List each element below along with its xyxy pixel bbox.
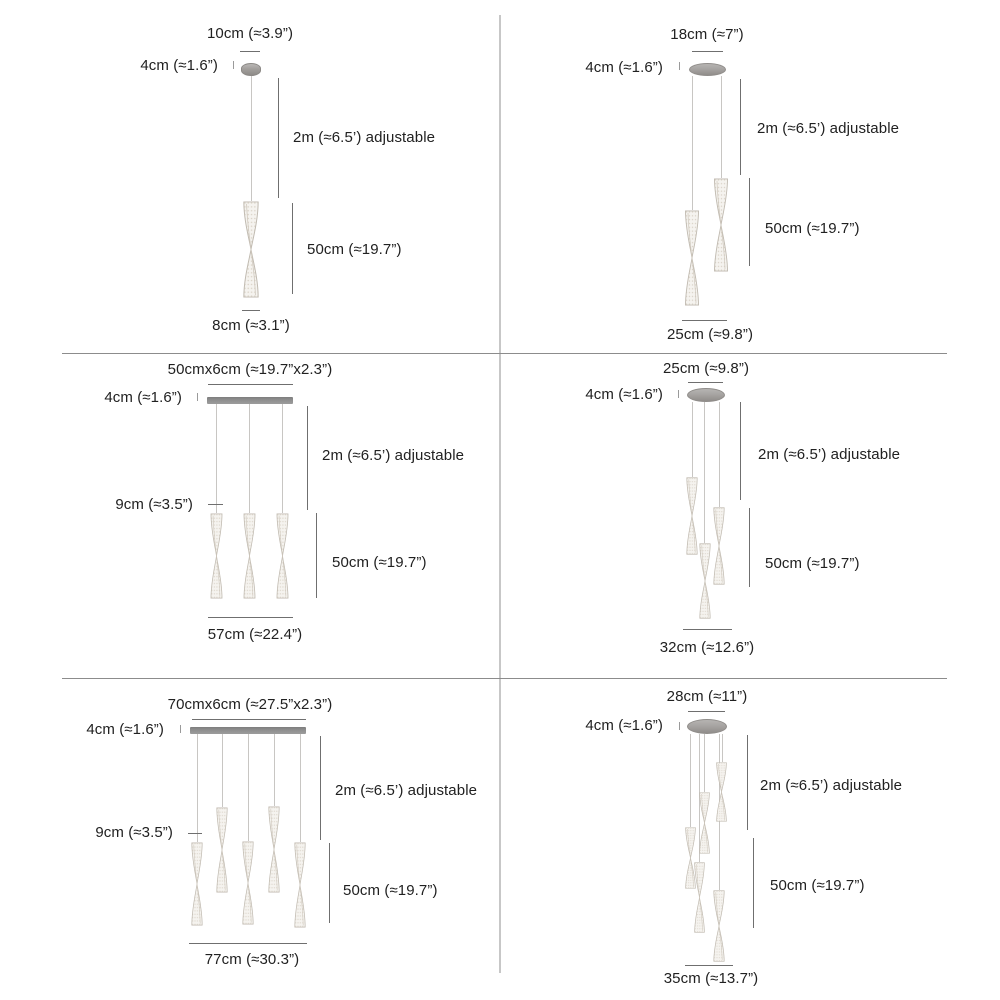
dim-line-top-width bbox=[240, 51, 260, 52]
dim-line-cable bbox=[740, 402, 741, 500]
cable bbox=[216, 404, 217, 513]
dim-tick-canopy bbox=[197, 393, 198, 401]
dim-top-width: 10cm (≈3.9”) bbox=[206, 25, 294, 42]
dim-stem-height: 9cm (≈3.5”) bbox=[95, 824, 173, 841]
canopy-disc bbox=[687, 719, 727, 734]
dim-line-stem bbox=[188, 833, 202, 834]
dim-cable-length: 2m (≈6.5’) adjustable bbox=[293, 129, 436, 146]
dim-fixture-height: 50cm (≈19.7”) bbox=[343, 882, 438, 899]
dim-tick-canopy bbox=[678, 390, 679, 398]
dim-line-bottom-width bbox=[683, 629, 732, 630]
cable bbox=[282, 404, 283, 513]
dim-line-bottom-width bbox=[685, 965, 733, 966]
dim-cable-length: 2m (≈6.5’) adjustable bbox=[758, 446, 901, 463]
pendant-lamp bbox=[274, 513, 291, 599]
cable bbox=[692, 402, 693, 477]
dim-cable-length: 2m (≈6.5’) adjustable bbox=[322, 447, 465, 464]
pendant-lamp bbox=[711, 890, 727, 962]
dim-line-cable bbox=[320, 736, 321, 840]
dim-line-bottom-width bbox=[242, 310, 260, 311]
dim-line-bottom-width bbox=[208, 617, 293, 618]
dim-tick-canopy bbox=[679, 722, 680, 730]
dim-top-width: 25cm (≈9.8”) bbox=[662, 360, 750, 377]
pendant-lamp bbox=[240, 841, 256, 925]
dim-bottom-width: 25cm (≈9.8”) bbox=[666, 326, 754, 343]
dim-canopy-height: 4cm (≈1.6”) bbox=[585, 717, 663, 734]
divider-horizontal-1 bbox=[62, 353, 947, 354]
dim-canopy-height: 4cm (≈1.6”) bbox=[585, 386, 663, 403]
dim-bottom-width: 57cm (≈22.4”) bbox=[207, 626, 303, 643]
dim-bottom-width: 35cm (≈13.7”) bbox=[663, 970, 759, 987]
dim-tick-canopy bbox=[180, 725, 181, 733]
pendant-lamp bbox=[189, 842, 205, 926]
dim-line-fixture bbox=[316, 513, 317, 598]
canopy-bar bbox=[190, 727, 306, 734]
dim-cable-length: 2m (≈6.5’) adjustable bbox=[335, 782, 478, 799]
pendant-lamp bbox=[682, 210, 702, 306]
dim-canopy-height: 4cm (≈1.6”) bbox=[585, 59, 663, 76]
pendant-lamp bbox=[214, 807, 230, 893]
dim-top-width: 50cmx6cm (≈19.7”x2.3”) bbox=[167, 361, 333, 378]
pendant-lamp bbox=[711, 178, 731, 272]
pendant-lamp bbox=[241, 513, 258, 599]
canopy-bar bbox=[207, 397, 293, 404]
cable bbox=[249, 404, 250, 513]
dim-top-width: 28cm (≈11”) bbox=[666, 688, 748, 705]
pendant-lamp bbox=[292, 842, 308, 928]
cable bbox=[251, 76, 252, 201]
dim-line-top-width bbox=[192, 719, 306, 720]
dim-line-cable bbox=[307, 406, 308, 510]
dim-line-fixture bbox=[749, 508, 750, 587]
pendant-lamp bbox=[240, 201, 262, 298]
dim-line-cable bbox=[278, 78, 279, 198]
cable bbox=[222, 734, 223, 807]
dim-line-cable bbox=[740, 79, 741, 175]
dim-line-bottom-width bbox=[189, 943, 307, 944]
cable bbox=[690, 734, 691, 827]
dim-line-stem bbox=[208, 504, 223, 505]
cable bbox=[721, 76, 722, 178]
dim-line-top-width bbox=[688, 711, 725, 712]
pendant-lamp bbox=[714, 762, 729, 822]
cable bbox=[274, 734, 275, 806]
cable bbox=[704, 402, 705, 543]
cable bbox=[704, 734, 705, 792]
pendant-lamp bbox=[711, 507, 727, 585]
dim-fixture-height: 50cm (≈19.7”) bbox=[307, 241, 402, 258]
divider-vertical bbox=[499, 15, 501, 973]
cable bbox=[300, 734, 301, 842]
dim-stem-height: 9cm (≈3.5”) bbox=[115, 496, 193, 513]
dim-fixture-height: 50cm (≈19.7”) bbox=[332, 554, 427, 571]
dim-top-width: 18cm (≈7”) bbox=[670, 26, 744, 43]
dim-bottom-width: 8cm (≈3.1”) bbox=[212, 317, 290, 334]
cable bbox=[719, 402, 720, 507]
dim-top-width: 70cmx6cm (≈27.5”x2.3”) bbox=[167, 696, 333, 713]
cable bbox=[248, 734, 249, 841]
dim-cable-length: 2m (≈6.5’) adjustable bbox=[760, 777, 903, 794]
dim-line-top-width bbox=[208, 384, 293, 385]
canopy-disc bbox=[689, 63, 726, 76]
dim-fixture-height: 50cm (≈19.7”) bbox=[770, 877, 865, 894]
pendant-lamp bbox=[692, 862, 707, 933]
pendant-lamp bbox=[697, 792, 712, 854]
canopy-cylinder bbox=[241, 63, 261, 76]
divider-horizontal-2 bbox=[62, 678, 947, 679]
pendant-lamp bbox=[266, 806, 282, 893]
dim-line-fixture bbox=[292, 203, 293, 294]
dim-tick-canopy bbox=[233, 61, 234, 69]
canopy-disc bbox=[687, 388, 725, 402]
dim-cable-length: 2m (≈6.5’) adjustable bbox=[757, 120, 900, 137]
dim-tick-canopy bbox=[679, 62, 680, 70]
dim-fixture-height: 50cm (≈19.7”) bbox=[765, 555, 860, 572]
pendant-lamp bbox=[208, 513, 225, 599]
dim-canopy-height: 4cm (≈1.6”) bbox=[140, 57, 218, 74]
cable bbox=[197, 734, 198, 842]
dim-line-fixture bbox=[749, 178, 750, 266]
dim-canopy-height: 4cm (≈1.6”) bbox=[86, 721, 164, 738]
dim-bottom-width: 77cm (≈30.3”) bbox=[204, 951, 300, 968]
dim-fixture-height: 50cm (≈19.7”) bbox=[765, 220, 860, 237]
cable bbox=[692, 76, 693, 210]
dim-line-cable bbox=[747, 735, 748, 830]
dim-bottom-width: 32cm (≈12.6”) bbox=[659, 639, 755, 656]
dim-line-top-width bbox=[692, 51, 723, 52]
cable bbox=[722, 734, 723, 762]
dim-line-fixture bbox=[329, 843, 330, 923]
dim-line-top-width bbox=[688, 382, 723, 383]
dim-line-fixture bbox=[753, 838, 754, 928]
dim-line-bottom-width bbox=[682, 320, 727, 321]
dim-canopy-height: 4cm (≈1.6”) bbox=[104, 389, 182, 406]
